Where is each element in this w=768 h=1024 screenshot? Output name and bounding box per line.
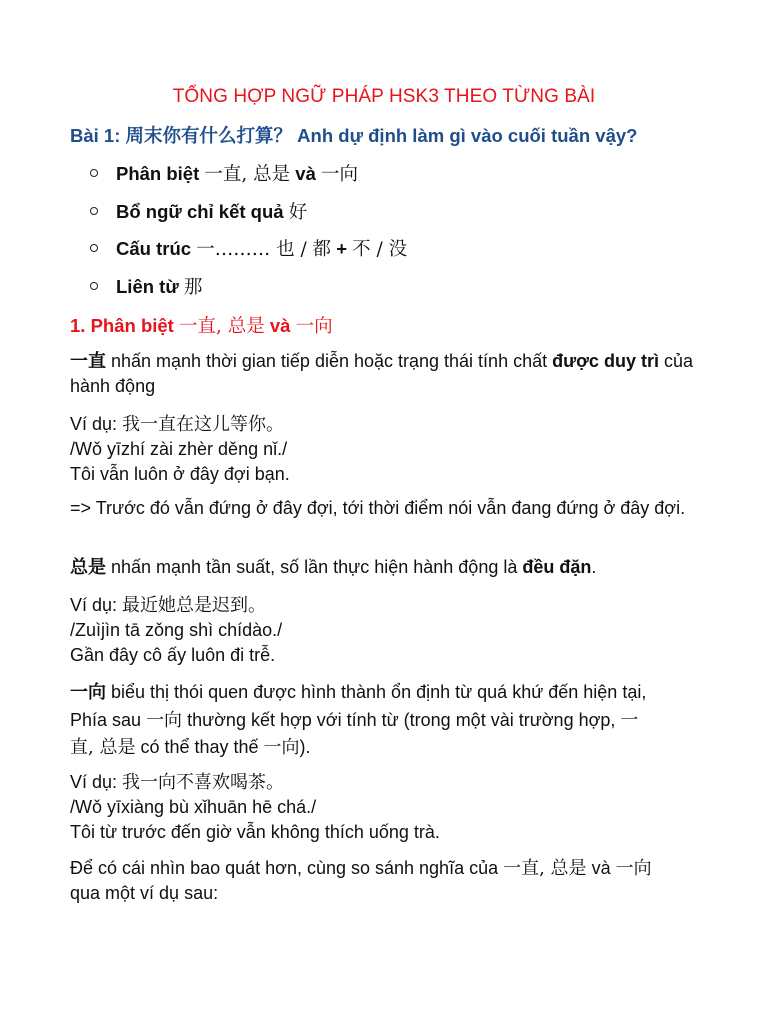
list-item-chinese: 那	[183, 276, 203, 298]
list-item-chinese: 不 / 没	[352, 239, 408, 260]
paragraph-comparison: Để có cái nhìn bao quát hơn, cùng so sánh nghĩa của 一直, 总是 và 一向 qua một ví dụ sau:	[70, 858, 652, 903]
example-3: Ví dụ: 我一向不喜欢喝茶。 /Wǒ yīxiàng bù xǐhuān hē chá./ Tôi từ trước đến giờ vẫn không thích uống trà.	[70, 770, 710, 845]
document-title: TỔNG HỢP NGỮ PHÁP HSK3 THEO TỪNG BÀI	[172, 86, 596, 107]
list-item-text: Cấu trúc	[116, 238, 197, 259]
example-2: Ví dụ: 最近她总是迟到。 /Zuìjìn tā zǒng shì chídào./ Gần đây cô ấy luôn đi trễ.	[70, 593, 710, 668]
bullet-circle-icon	[90, 244, 98, 252]
pinyin: /Wǒ yīxiàng bù xǐhuān hē chá./	[70, 797, 317, 817]
list-item-text: Phân biệt	[116, 163, 205, 184]
list-item-chinese: 一……… 也 / 都	[196, 239, 332, 260]
translation: Tôi vẫn luôn ở đây đợi bạn.	[70, 464, 290, 484]
list-item-chinese: 一直, 总是	[204, 164, 291, 185]
lesson-heading	[70, 122, 637, 148]
list-item-text: Liên từ	[116, 275, 184, 297]
list-item-text: và	[290, 163, 322, 184]
example-1: Ví dụ: 我一直在这儿等你。 /Wǒ yīzhí zài zhèr děng nǐ./ Tôi vẫn luôn ở đây đợi bạn.	[70, 412, 710, 487]
translation: Tôi từ trước đến giờ vẫn không thích uống trà.	[70, 822, 440, 842]
section-heading: 1. Phân biệt 一直, 总是 và 一向	[70, 315, 333, 337]
lesson-vietnamese: Anh dự định làm gì vào cuối tuần vậy?	[292, 125, 638, 146]
paragraph-yixiang: 一向 biểu thị thói quen được hình thành ổn định từ quá khứ đến hiện tại, Phía sau 一向 thường kết hợp với tính từ (trong một vài trường hợp, 一 直, 总是 có thể thay thế 一向).	[70, 682, 647, 758]
note: => Trước đó vẫn đứng ở đây đợi, tới thời điểm nói vẫn đang đứng ở đây đợi.	[70, 498, 686, 518]
bullet-circle-icon	[90, 169, 98, 177]
bullet-circle-icon	[90, 207, 98, 215]
bullet-circle-icon	[90, 282, 98, 290]
lesson-prefix: Bài 1:	[70, 125, 126, 146]
list-item-chinese: 好	[288, 201, 308, 223]
paragraph-zongshi: 总是 nhấn mạnh tần suất, số lần thực hiện hành động là đều đặn.	[70, 557, 597, 578]
list-item-text: +	[331, 238, 353, 259]
pinyin: /Zuìjìn tā zǒng shì chídào./	[70, 620, 283, 640]
list-item-chinese: 一向	[321, 164, 359, 185]
list-item-text: Bổ ngữ chỉ kết quả	[116, 200, 289, 222]
lesson-chinese: 周末你有什么打算？	[125, 126, 293, 147]
paragraph-yizhi: 一直 nhấn mạnh thời gian tiếp diễn hoặc trạng thái tính chất được duy trì của hành động	[70, 351, 693, 396]
pinyin: /Wǒ yīzhí zài zhèr děng nǐ./	[70, 439, 288, 459]
translation: Gần đây cô ấy luôn đi trễ.	[70, 645, 276, 665]
